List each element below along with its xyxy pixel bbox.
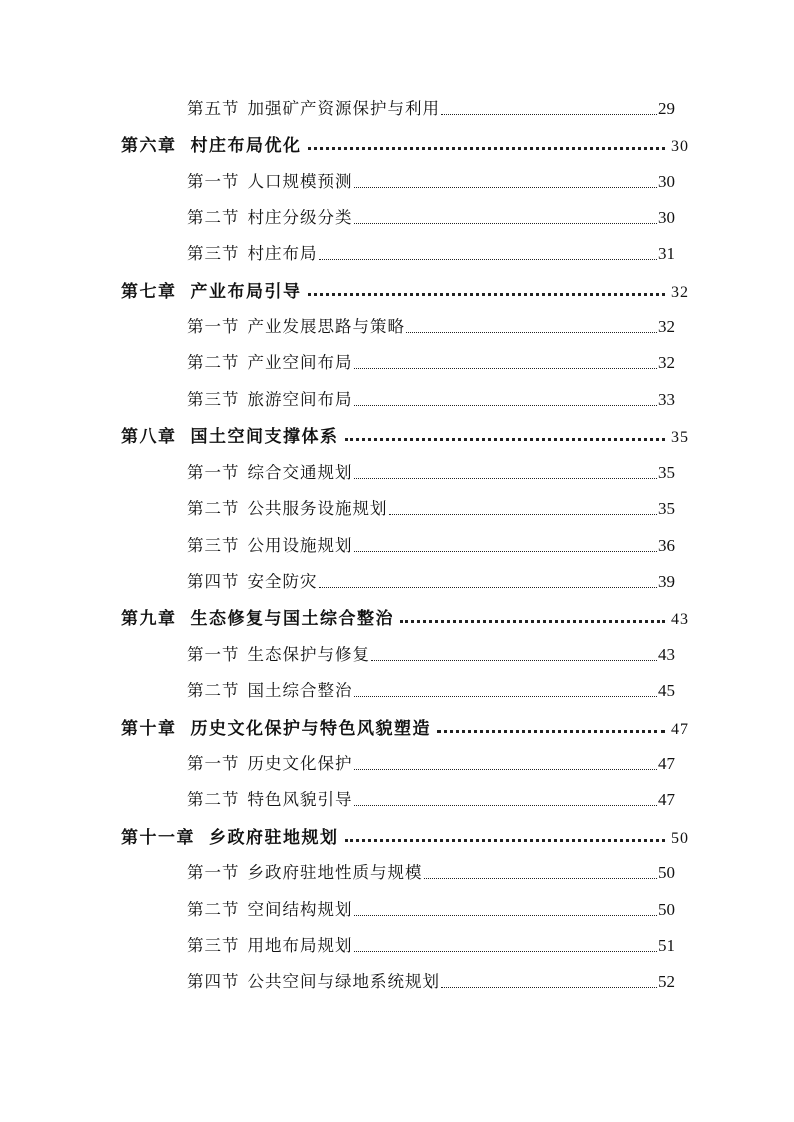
toc-entry-section[interactable]	[187, 568, 675, 594]
section-number: 第三节	[187, 390, 240, 409]
section-title: 旅游空间布局	[247, 390, 353, 409]
chapter-title: 历史文化保护与特色风貌塑造	[190, 719, 431, 739]
section-title: 人口规模预测	[247, 172, 353, 191]
dot-leader	[424, 877, 658, 879]
toc-entry-section[interactable]	[187, 95, 675, 121]
section-title: 加强矿产资源保护与利用	[247, 99, 440, 118]
dot-leader	[406, 331, 657, 333]
chapter-number: 第十章	[121, 719, 177, 739]
toc-entry-section[interactable]	[187, 240, 675, 266]
page-number: 47	[658, 754, 675, 773]
dot-leader	[319, 258, 658, 260]
section-number: 第三节	[187, 536, 240, 555]
section-number: 第四节	[187, 972, 240, 991]
dot-leader	[319, 586, 658, 588]
section-title: 产业空间布局	[247, 353, 353, 372]
page-number: 50	[671, 830, 689, 847]
page-number: 45	[658, 681, 675, 700]
section-title: 生态保护与修复	[247, 645, 370, 664]
toc-entry-section[interactable]	[187, 532, 675, 558]
toc-entry-section[interactable]	[187, 204, 675, 230]
section-title: 国土综合整治	[247, 681, 353, 700]
dot-leader	[354, 477, 658, 479]
section-title: 公共服务设施规划	[247, 499, 388, 518]
page-number: 47	[658, 790, 675, 809]
dot-leader	[441, 113, 657, 115]
section-number: 第三节	[187, 244, 240, 263]
chapter-number: 第六章	[121, 136, 177, 156]
section-number: 第二节	[187, 499, 240, 518]
chapter-title: 产业布局引导	[190, 282, 302, 302]
section-title: 历史文化保护	[247, 754, 353, 773]
section-number: 第五节	[187, 99, 240, 118]
chapter-title: 乡政府驻地规划	[209, 828, 339, 848]
page-number: 30	[658, 172, 675, 191]
page-number: 43	[671, 611, 689, 628]
dot-leader	[437, 729, 665, 733]
chapter-title: 村庄布局优化	[190, 136, 302, 156]
toc-entry-section[interactable]	[187, 459, 675, 485]
dot-leader	[389, 513, 658, 515]
chapter-title: 生态修复与国土综合整治	[190, 609, 394, 629]
page-number: 30	[671, 138, 689, 155]
page-number: 32	[671, 284, 689, 301]
page-number: 32	[658, 317, 675, 336]
section-number: 第一节	[187, 317, 240, 336]
section-number: 第一节	[187, 645, 240, 664]
toc-entry-chapter[interactable]	[121, 422, 689, 448]
chapter-number: 第七章	[121, 282, 177, 302]
toc-entry-chapter[interactable]	[121, 714, 689, 740]
toc-entry-section[interactable]	[187, 750, 675, 776]
toc-entry-section[interactable]	[187, 968, 675, 994]
section-title: 特色风貌引导	[247, 790, 353, 809]
section-title: 公共空间与绿地系统规划	[247, 972, 440, 991]
section-number: 第一节	[187, 863, 240, 882]
dot-leader	[354, 950, 658, 952]
toc-entry-section[interactable]	[187, 495, 675, 521]
toc-entry-section[interactable]	[187, 932, 675, 958]
page-number: 35	[671, 429, 689, 446]
chapter-number: 第九章	[121, 609, 177, 629]
toc-entry-section[interactable]	[187, 896, 675, 922]
toc-entry-section[interactable]	[187, 168, 675, 194]
page-number: 43	[658, 645, 675, 664]
toc-entry-chapter[interactable]	[121, 131, 689, 157]
section-title: 综合交通规划	[247, 463, 353, 482]
page-number: 29	[658, 99, 675, 118]
section-number: 第一节	[187, 172, 240, 191]
page-number: 50	[658, 863, 675, 882]
page-number: 52	[658, 972, 675, 991]
section-number: 第二节	[187, 208, 240, 227]
dot-leader	[354, 404, 658, 406]
dot-leader	[441, 986, 657, 988]
page-number: 47	[671, 721, 689, 738]
dot-leader	[371, 659, 657, 661]
section-number: 第二节	[187, 900, 240, 919]
dot-leader	[354, 550, 658, 552]
toc-entry-section[interactable]	[187, 786, 675, 812]
chapter-number: 第八章	[121, 427, 177, 447]
section-title: 安全防灾	[247, 572, 318, 591]
dot-leader	[354, 367, 658, 369]
page-number: 35	[658, 499, 675, 518]
page-number: 39	[658, 572, 675, 591]
dot-leader	[308, 146, 666, 150]
dot-leader	[354, 768, 658, 770]
toc-entry-chapter[interactable]	[121, 277, 689, 303]
chapter-title: 国土空间支撑体系	[190, 427, 339, 447]
dot-leader	[354, 222, 658, 224]
section-title: 村庄分级分类	[247, 208, 353, 227]
section-number: 第一节	[187, 754, 240, 773]
section-title: 用地布局规划	[247, 936, 353, 955]
section-title: 村庄布局	[247, 244, 318, 263]
dot-leader	[354, 186, 658, 188]
toc-entry-section[interactable]	[187, 677, 675, 703]
section-number: 第三节	[187, 936, 240, 955]
section-number: 第二节	[187, 790, 240, 809]
toc-entry-section[interactable]	[187, 386, 675, 412]
dot-leader	[354, 804, 658, 806]
page-number: 33	[658, 390, 675, 409]
dot-leader	[345, 838, 666, 842]
section-title: 乡政府驻地性质与规模	[247, 863, 423, 882]
toc-entry-chapter[interactable]	[121, 604, 689, 630]
section-title: 公用设施规划	[247, 536, 353, 555]
chapter-number: 第十一章	[121, 828, 195, 848]
section-number: 第二节	[187, 353, 240, 372]
section-number: 第四节	[187, 572, 240, 591]
dot-leader	[354, 914, 658, 916]
toc-entry-section[interactable]	[187, 349, 675, 375]
page-number: 31	[658, 244, 675, 263]
toc-entry-section[interactable]	[187, 641, 675, 667]
page-number: 32	[658, 353, 675, 372]
page-number: 36	[658, 536, 675, 555]
section-title: 空间结构规划	[247, 900, 353, 919]
section-title: 产业发展思路与策略	[247, 317, 405, 336]
dot-leader	[400, 619, 665, 623]
toc-entry-chapter[interactable]	[121, 823, 689, 849]
page-number: 51	[658, 936, 675, 955]
dot-leader	[354, 695, 658, 697]
page-number: 50	[658, 900, 675, 919]
section-number: 第二节	[187, 681, 240, 700]
section-number: 第一节	[187, 463, 240, 482]
page-number: 35	[658, 463, 675, 482]
page-number: 30	[658, 208, 675, 227]
dot-leader	[345, 437, 666, 441]
toc-entry-section[interactable]	[187, 859, 675, 885]
toc-entry-section[interactable]	[187, 313, 675, 339]
dot-leader	[308, 292, 666, 296]
